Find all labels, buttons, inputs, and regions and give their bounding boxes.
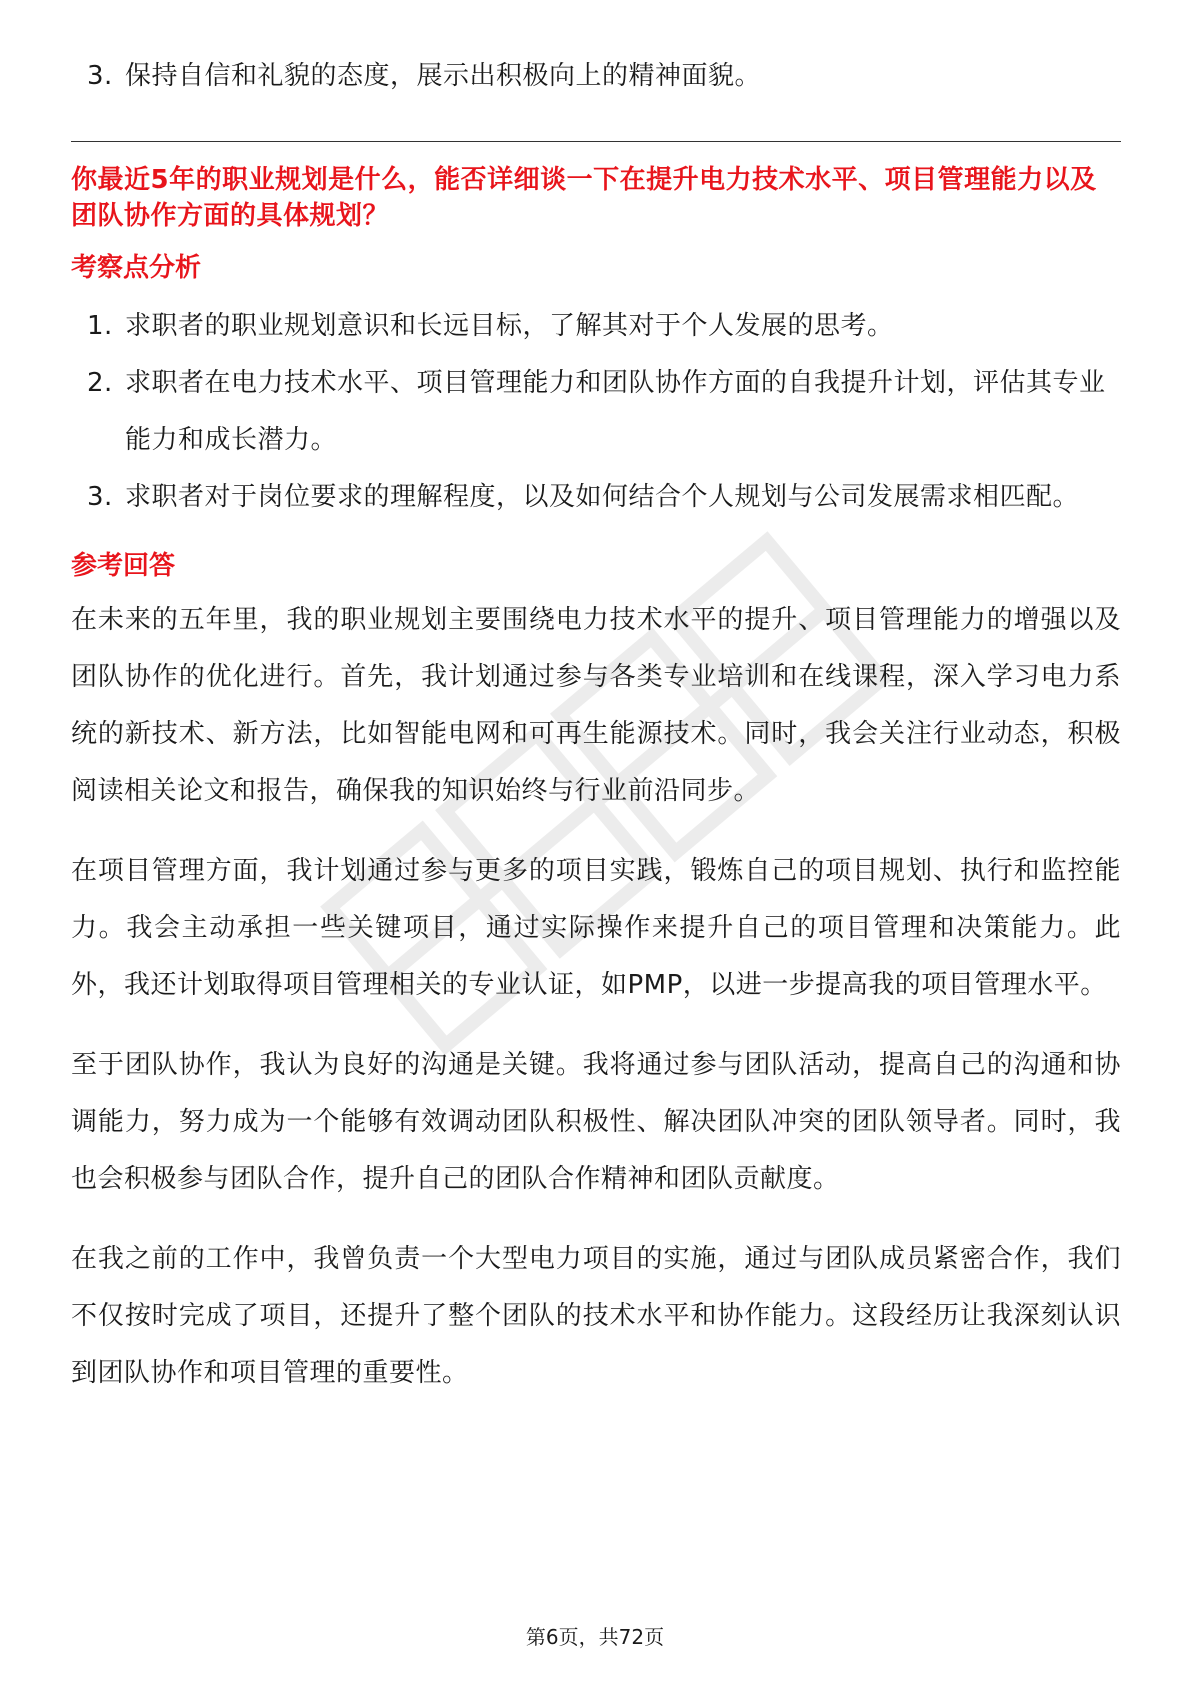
answer-paragraph: 在项目管理方面，我计划通过参与更多的项目实践，锻炼自己的项目规划、执行和监控能力。我会主动承担一些关键项目，通过实际操作来提升自己的项目管理和决策能力。此外，我还计划取得项目管理相关的专业认证，如PMP，以进一步提高我的项目管理水平。 — [71, 856, 1121, 1000]
list-item-text: 求职者的职业规划意识和长远目标，了解其对于个人发展的思考。 — [125, 311, 894, 341]
answer-paragraph: 在我之前的工作中，我曾负责一个大型电力项目的实施，通过与团队成员紧密合作，我们不仅按时完成了项目，还提升了整个团队的技术水平和协作能力。这段经历让我深刻认识到团队协作和项目管理的重要性。 — [71, 1244, 1121, 1388]
list-item — [71, 355, 1121, 469]
answer-heading: 参考回答 — [71, 551, 176, 581]
list-item — [71, 469, 1121, 526]
list-item-number: 2. — [87, 368, 113, 398]
section-divider — [71, 141, 1121, 142]
top-list — [71, 48, 1121, 105]
analysis-list — [71, 298, 1121, 526]
list-item — [71, 48, 1121, 105]
analysis-heading: 考察点分析 — [71, 253, 202, 283]
list-item — [71, 298, 1121, 355]
list-item-number: 3. — [87, 61, 113, 91]
page-number: 第6页，共72页 — [525, 1625, 665, 1649]
list-item-text: 求职者在电力技术水平、项目管理能力和团队协作方面的自我提升计划，评估其专业能力和成长潜力。 — [125, 368, 1106, 455]
page-content — [71, 48, 1121, 1425]
answer-paragraph: 在未来的五年里，我的职业规划主要围绕电力技术水平的提升、项目管理能力的增强以及团队协作的优化进行。首先，我计划通过参与各类专业培训和在线课程，深入学习电力系统的新技术、新方法，比如智能电网和可再生能源技术。同时，我会关注行业动态，积极阅读相关论文和报告，确保我的知识始终与行业前沿同步。 — [71, 605, 1121, 806]
list-item-text: 保持自信和礼貌的态度，展示出积极向上的精神面貌。 — [125, 61, 762, 91]
list-item-number: 3. — [87, 482, 113, 512]
answer-paragraph: 至于团队协作，我认为良好的沟通是关键。我将通过参与团队活动，提高自己的沟通和协调能力，努力成为一个能够有效调动团队积极性、解决团队冲突的团队领导者。同时，我也会积极参与团队合作，提升自己的团队合作精神和团队贡献度。 — [71, 1050, 1121, 1194]
list-item-number: 1. — [87, 311, 113, 341]
list-item-text: 求职者对于岗位要求的理解程度，以及如何结合个人规划与公司发展需求相匹配。 — [125, 482, 1080, 512]
interview-question: 你最近5年的职业规划是什么，能否详细谈一下在提升电力技术水平、项目管理能力以及团队协作方面的具体规划？ — [71, 165, 1097, 231]
